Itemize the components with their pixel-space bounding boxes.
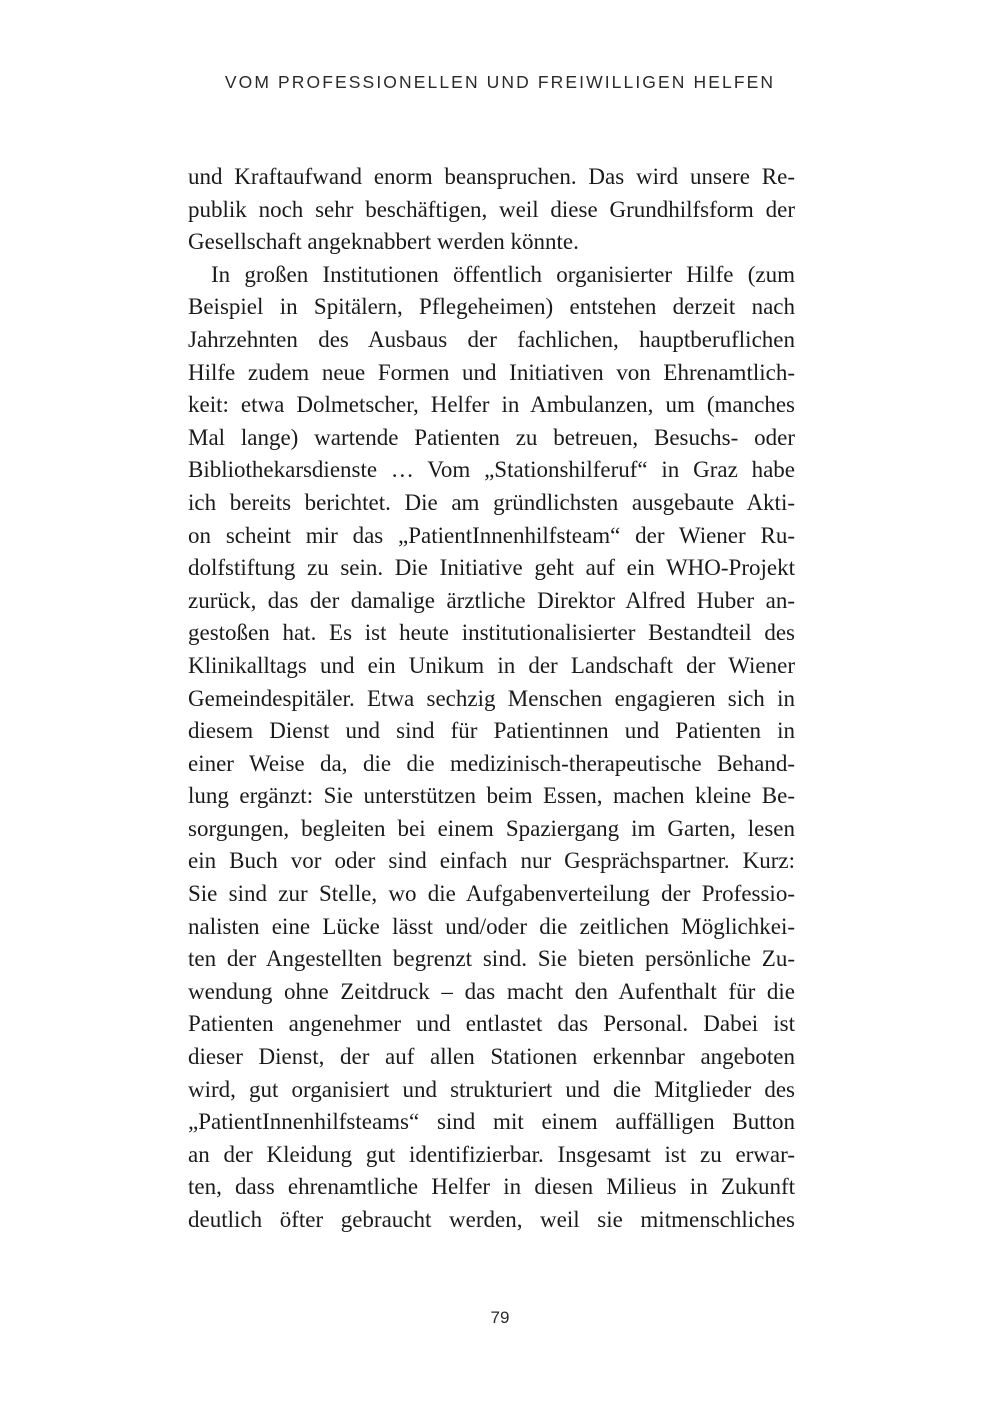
text-line: diesem Dienst und sind für Patientinnen und Patienten in: [188, 718, 795, 744]
body-text: [188, 161, 795, 1237]
text-line: keit: etwa Dolmetscher, Helfer in Ambulanzen, um (manches: [188, 392, 795, 418]
text-line: ten der Angestellten begrenzt sind. Sie bieten persönliche Zu-: [188, 946, 795, 972]
text-line: ich bereits berichtet. Die am gründlichsten ausgebaute Akti-: [188, 489, 795, 515]
text-line: wird, gut organisiert und strukturiert und die Mitglieder des: [188, 1076, 795, 1102]
text-line: an der Kleidung gut identifizierbar. Insgesamt ist zu erwar-: [188, 1141, 795, 1167]
text-line: nalisten eine Lücke lässt und/oder die zeitlichen Möglichkei-: [188, 913, 795, 939]
text-line: wendung ohne Zeitdruck – das macht den Aufenthalt für die: [188, 978, 795, 1004]
text-line: Jahrzehnten des Ausbaus der fachlichen, hauptberuflichen: [188, 326, 795, 352]
text-line: publik noch sehr beschäftigen, weil diese Grundhilfsform der: [188, 196, 795, 222]
running-head: VOM PROFESSIONELLEN UND FREIWILLIGEN HELFEN: [224, 72, 776, 92]
text-line: dolfstiftung zu sein. Die Initiative geht auf ein WHO-Projekt: [188, 555, 795, 581]
text-line: Gemeindespitäler. Etwa sechzig Menschen engagieren sich in: [188, 685, 795, 711]
paragraph-end-line: Gesellschaft angeknabbert werden könnte.: [188, 229, 579, 255]
text-line: Hilfe zudem neue Formen und Initiativen von Ehrenamtlich-: [188, 359, 795, 385]
text-line: gestoßen hat. Es ist heute institutionalisierter Bestandteil des: [188, 620, 795, 646]
text-line: Beispiel in Spitälern, Pflegeheimen) entstehen derzeit nach: [188, 294, 795, 320]
text-line: Mal lange) wartende Patienten zu betreuen, Besuchs- oder: [188, 424, 795, 450]
paragraph-start-line: In großen Institutionen öffentlich organisierter Hilfe (zum: [211, 261, 795, 287]
text-line: on scheint mir das „PatientInnenhilfsteam“ der Wiener Ru-: [188, 522, 795, 548]
text-line: und Kraftaufwand enorm beanspruchen. Das wird unsere Re-: [188, 164, 795, 189]
text-line: Klinikalltags und ein Unikum in der Landschaft der Wiener: [188, 652, 795, 678]
text-line: Patienten angenehmer und entlastet das Personal. Dabei ist: [188, 1011, 795, 1037]
text-line: Bibliothekarsdienste … Vom „Stationshilferuf“ in Graz habe: [188, 457, 795, 483]
text-line: deutlich öfter gebraucht werden, weil sie mitmenschliches: [188, 1207, 795, 1232]
text-line: ein Buch vor oder sind einfach nur Gesprächspartner. Kurz:: [188, 848, 795, 874]
text-line: ten, dass ehrenamtliche Helfer in diesen Milieus in Zukunft: [188, 1174, 795, 1200]
text-line: Sie sind zur Stelle, wo die Aufgabenverteilung der Professio-: [188, 881, 795, 907]
text-line: „PatientInnenhilfsteams“ sind mit einem auffälligen Button: [188, 1109, 795, 1135]
text-line: sorgungen, begleiten bei einem Spaziergang im Garten, lesen: [188, 815, 795, 841]
page-number: 79: [490, 1308, 510, 1327]
text-line: dieser Dienst, der auf allen Stationen erkennbar angeboten: [188, 1044, 795, 1070]
text-line: lung ergänzt: Sie unterstützen beim Essen, machen kleine Be-: [188, 783, 795, 809]
text-line: zurück, das der damalige ärztliche Direktor Alfred Huber an-: [188, 587, 795, 613]
text-line: einer Weise da, die die medizinisch-therapeutische Behand-: [188, 750, 795, 776]
